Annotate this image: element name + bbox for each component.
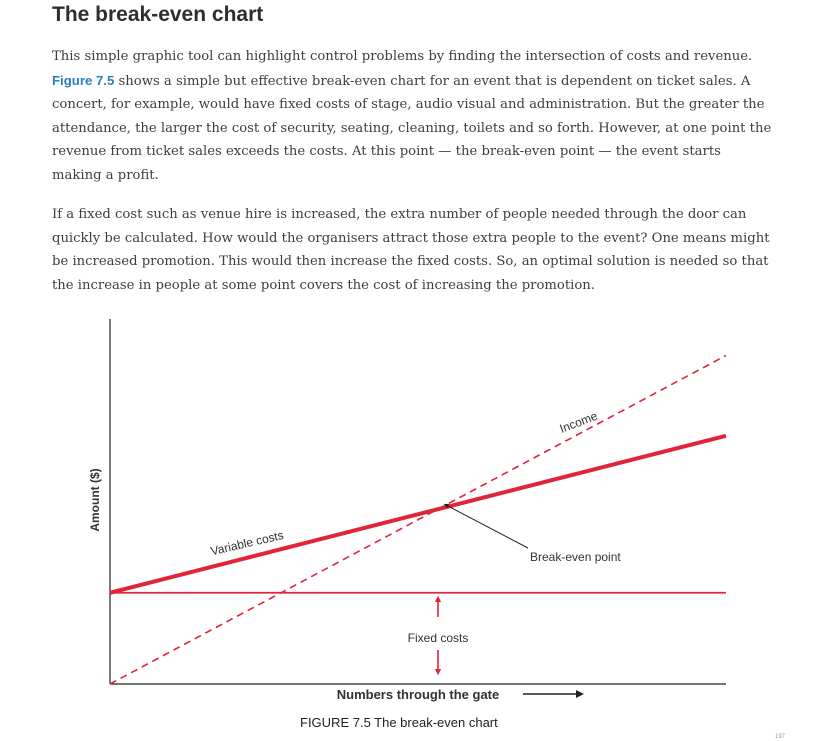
fixed-costs-label: Fixed costs <box>407 631 469 645</box>
paragraph-1-rest: shows a simple but effective break-even chart for an event that is dependent on ticket sales. A concert, for example, would have fixed costs of stage, audio visual and administration. But the greater the attendance, the larger the cost of security, seating, cleaning, toilets and so forth. However, at one point the revenue from ticket sales exceeds the costs. At this point — the break-even point — the event starts making a profit. <box>52 73 772 183</box>
variable-costs-label: Variable costs <box>209 527 285 559</box>
section-heading: The break-even chart <box>52 3 264 26</box>
y-axis-label: Amount ($) <box>88 468 102 532</box>
break-even-label: Break-even point <box>530 550 621 564</box>
paragraph-1-start: This simple graphic tool can highlight control problems by finding the intersection of costs and revenue. <box>52 49 753 64</box>
page-number: 197 <box>775 734 786 740</box>
paragraph-2: If a fixed cost such as venue hire is increased, the extra number of people needed through the door can quickly be calculated. How would the organisers attract those extra people to the event? One means might be increased promotion. This would then increase the fixed costs. So, an optimal solution is needed so that the increase in people at some point covers the cost of increasing the promotion. <box>52 207 770 293</box>
figure-caption: FIGURE 7.5 The break-even chart <box>300 715 498 730</box>
figure-link[interactable]: Figure 7.5 <box>52 72 115 88</box>
variable-costs-line <box>110 436 726 593</box>
x-axis-label: Numbers through the gate <box>336 687 500 702</box>
income-label: Income <box>557 408 600 436</box>
break-even-pointer <box>446 505 528 548</box>
